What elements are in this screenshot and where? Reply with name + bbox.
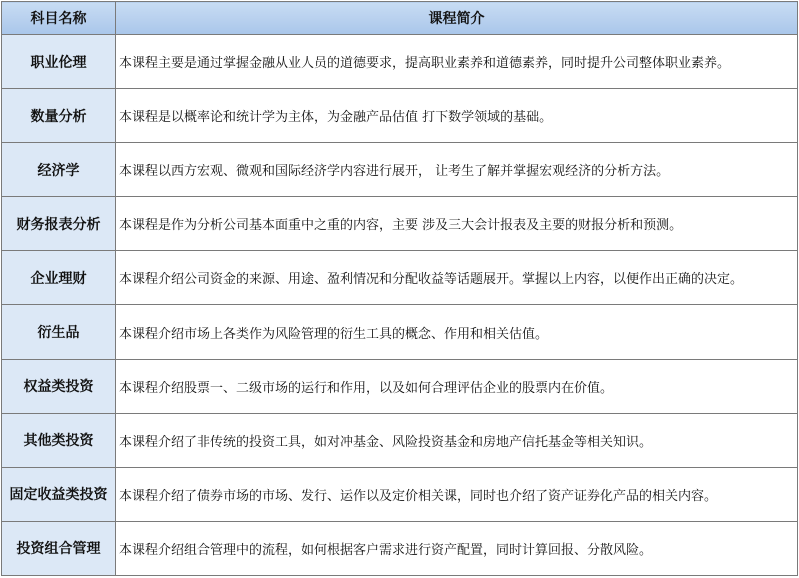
table-header-row	[2, 2, 798, 35]
subject-cell: 财务报表分析	[2, 197, 116, 251]
table-row	[2, 359, 798, 413]
course-table	[1, 1, 798, 576]
subject-cell: 企业理财	[2, 251, 116, 305]
table-row	[2, 305, 798, 359]
table-row	[2, 89, 798, 143]
table-row	[2, 251, 798, 305]
header-description: 课程简介	[116, 2, 798, 35]
description-cell: 本课程介绍公司资金的来源、用途、盈利情况和分配收益等话题展开。掌握以上内容，以便作出正确的决定。	[116, 251, 798, 305]
subject-cell: 投资组合管理	[2, 521, 116, 575]
description-cell: 本课程介绍市场上各类作为风险管理的衍生工具的概念、作用和相关估值。	[116, 305, 798, 359]
description-cell: 本课程主要是通过掌握金融从业人员的道德要求，提高职业素养和道德素养，同时提升公司整体职业素养。	[116, 35, 798, 89]
description-cell: 本课程介绍股票一、二级市场的运行和作用，以及如何合理评估企业的股票内在价值。	[116, 359, 798, 413]
description-cell: 本课程介绍组合管理中的流程，如何根据客户需求进行资产配置，同时计算回报、分散风险。	[116, 521, 798, 575]
table-row	[2, 521, 798, 575]
subject-cell: 职业伦理	[2, 35, 116, 89]
table-row	[2, 413, 798, 467]
subject-cell: 衍生品	[2, 305, 116, 359]
subject-cell: 固定收益类投资	[2, 467, 116, 521]
subject-cell: 数量分析	[2, 89, 116, 143]
description-cell: 本课程是以概率论和统计学为主体，为金融产品估值 打下数学领域的基础。	[116, 89, 798, 143]
description-cell: 本课程介绍了非传统的投资工具，如对冲基金、风险投资基金和房地产信托基金等相关知识。	[116, 413, 798, 467]
description-cell: 本课程以西方宏观、微观和国际经济学内容进行展开， 让考生了解并掌握宏观经济的分析方法。	[116, 143, 798, 197]
table-row	[2, 467, 798, 521]
subject-cell: 经济学	[2, 143, 116, 197]
table-row	[2, 143, 798, 197]
description-cell: 本课程是作为分析公司基本面重中之重的内容，主要 涉及三大会计报表及主要的财报分析和预测。	[116, 197, 798, 251]
header-subject: 科目名称	[2, 2, 116, 35]
table-row	[2, 35, 798, 89]
subject-cell: 权益类投资	[2, 359, 116, 413]
description-cell: 本课程介绍了债券市场的市场、发行、运作以及定价相关课，同时也介绍了资产证券化产品的相关内容。	[116, 467, 798, 521]
table-row	[2, 197, 798, 251]
subject-cell: 其他类投资	[2, 413, 116, 467]
